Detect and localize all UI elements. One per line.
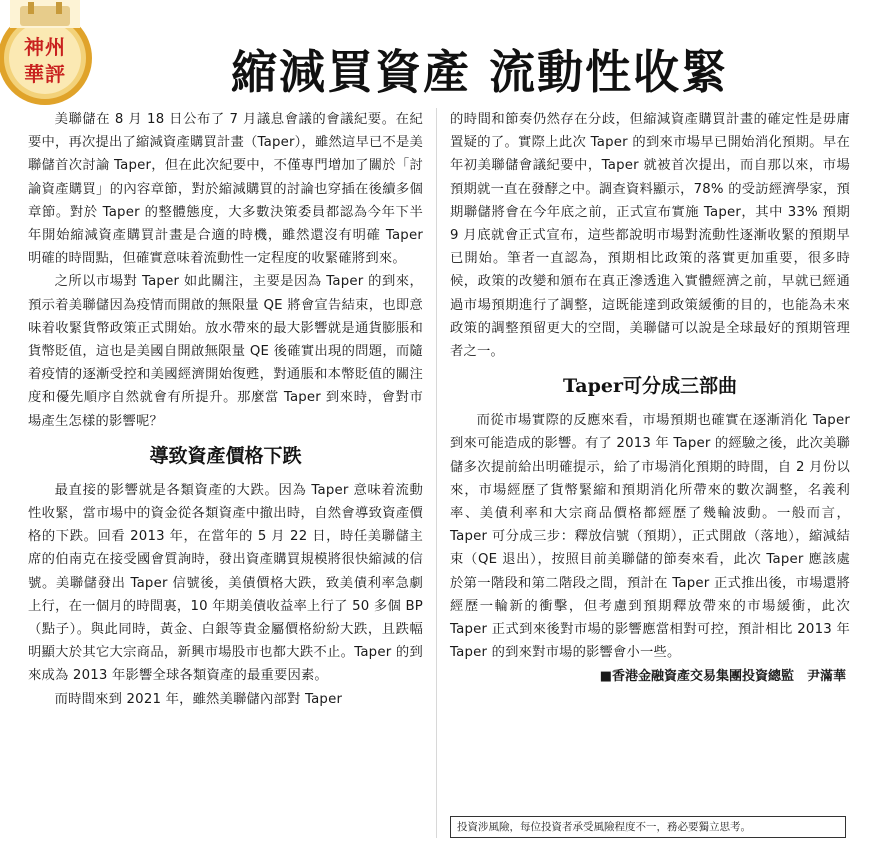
disclaimer-box: 投資涉風險，每位投資者承受風險程度不一，務必要獨立思考。 [450, 816, 846, 838]
paragraph: 美聯儲在 8 月 18 日公布了 7 月議息會議的會議紀要。在紀要中，再次提出了縮減資產購買計畫（Taper），雖然這早已不是美聯儲首次討論 Taper，但在此次紀要中，不僅專門增加了關於「討論資產購買」的內容章節，對於縮減購買的討論也穿插在後續多個章節。對於 Taper 的整體態度，大多數決策委員都認為今年下半年開始縮減資產購買計畫是合適的時機，雖然還沒有明確 Taper 明確的時間點，但確實意味着流動性一定程度的收緊確將到來。 [28, 112, 423, 267]
logo-line-2: 華評 [24, 62, 66, 86]
logo [0, 0, 100, 110]
paragraph: 而從市場實際的反應來看，市場預期也確實在逐漸消化 Taper 到來可能造成的影響。有了 2013 年 Taper 的經驗之後，此次美聯儲多次提前給出明確提示，給了市場消化預期的時間，自 2 月份以來，市場經歷了貨幣緊縮和預期消化所帶來的數次調整，名義利率、美債利率和大宗商品價格都經歷了幾輪波動。一般而言，Taper 可分成三步：釋放信號（預期），正式開啟（落地），縮減結束（QE 退出），按照目前美聯儲的節奏來看，此次 Taper 應該處於第一階段和第二階段之間，預計在 Taper 正式推出後，市場還將經歷一輪新的衝擊，但考慮到預期釋放帶來的市場緩衝，此次 Taper 正式到來後對市場的影響應當相對可控，預計相比 2013 年 Taper 的到來對市場的影響會小一些。 [450, 413, 850, 661]
right-column [450, 108, 850, 688]
author-byline: ■香港金融資產交易集團投資總監 尹滿華 [599, 669, 846, 685]
paragraph: 之所以市場對 Taper 如此關注，主要是因為 Taper 的到來，預示着美聯儲因為疫情而開啟的無限量 QE 將會宣告結束，也即意味着收緊貨幣政策正式開始。放水帶來的最大影響就是通貨膨脹和貨幣貶值，這也是美國自開啟無限量 QE 後確實出現的問題，而隨着疫情的逐漸受控和美國經濟開始復甦，對通脹和本幣貶值的關注度和優先順序自然就會有所提升。那麼當 Taper 到來時，會對市場產生怎樣的影響呢？ [28, 274, 423, 429]
paragraph: 而時間來到 2021 年，雖然美聯儲內部對 Taper [54, 691, 343, 707]
logo-text [12, 34, 78, 88]
left-column [28, 108, 423, 711]
logo-line-1: 神州 [24, 35, 66, 59]
section-heading: Taper可分成三部曲 [562, 375, 737, 398]
page-title: 縮減買資產 流動性收緊 [230, 44, 729, 99]
column-divider [436, 108, 437, 838]
section-heading: 導致資產價格下跌 [149, 444, 302, 467]
paragraph: 的時間和節奏仍然存在分歧，但縮減資產購買計畫的確定性是毋庸置疑的了。實際上此次 Taper 的到來市場早已開始消化預期。早在年初美聯儲會議紀要中，Taper 就被首次提出，而自那以來，市場預期就一直在發酵之中。調查資料顯示，78% 的受訪經濟學家，預期聯儲將會在今年底之前，正式宣布實施 Taper，其中 33% 預期 9 月底就會正式宣布，這些都說明市場對流動性逐漸收緊的預期早已開始。筆者一直認為，預期相比政策的落實更加重要，很多時候，政策的改變和頒布在真正滲透進入實體經濟之前，早就已經通過市場預期進行了調整，這既能達到政策緩衝的目的，也能為未來政策的調整預留更大的空間，美聯儲可以說是全球最好的預期管理者之一。 [450, 112, 850, 360]
paragraph: 最直接的影響就是各類資產的大跌。因為 Taper 意味着流動性收緊，當市場中的資金從各類資產中撤出時，自然會導致資產價格的下跌。回看 2013 年，在當年的 5 月 22 日，時任美聯儲主席的伯南克在接受國會質詢時，發出資產購買規模將很快縮減的信號。美聯儲發出 Taper 信號後，美債價格大跌，致美債利率急劇上行，在一個月的時間裏，10 年期美債收益率上行了 50 多個 BP（點子）。與此同時，黃金、白銀等貴金屬價格紛紛大跌，且跌幅明顯大於其它大宗商品，新興市場股市也都大跌不止。Taper 的到來成為 2013 年影響全球各類資產的最重要因素。 [28, 482, 423, 684]
